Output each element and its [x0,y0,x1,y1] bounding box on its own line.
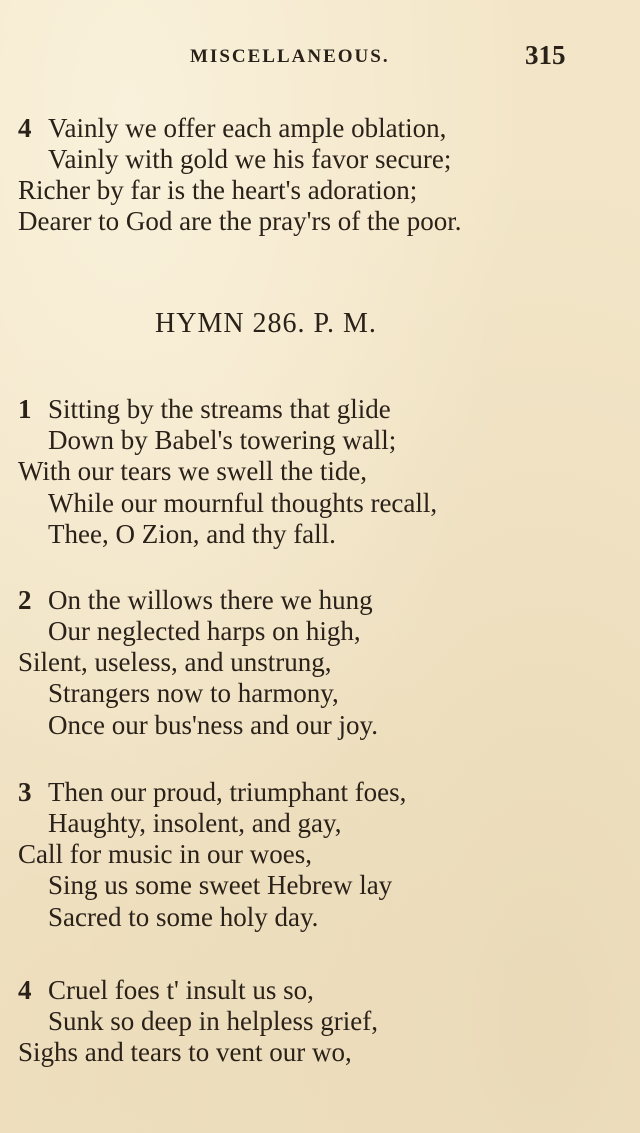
stanza-3-line-1: 3 Then our proud, triumphant foes, [18,777,407,807]
stanza-4-line-3: Sighs and tears to vent our wo, [18,1037,352,1067]
stanza-1-line-1: 1 Sitting by the streams that glide [18,394,391,424]
hymn-title: HYMN 286. P. M. [155,308,377,339]
stanza-2-line-1: 2 On the willows there we hung [18,585,373,615]
stanza-number: 3 [18,777,32,807]
stanza-3-line-5: Sacred to some holy day. [48,902,319,932]
stanza-1-line-3: With our tears we swell the tide, [18,456,368,486]
stanza-number: 4 [18,975,32,1005]
stanza-4-line-1: 4 Cruel foes t' insult us so, [18,975,314,1005]
stanza-3-line-2: Haughty, insolent, and gay, [48,808,342,838]
stanza-1-line-2: Down by Babel's towering wall; [48,425,397,455]
prev-stanza-line-1: 4 Vainly we offer each ample oblation, [18,113,447,143]
prev-stanza-line-2: Vainly with gold we his favor secure; [48,144,452,174]
stanza-3-line-3: Call for music in our woes, [18,839,312,869]
stanza-number: 2 [18,585,32,615]
prev-stanza-line-4: Dearer to God are the pray'rs of the poor. [18,206,462,236]
stanza-1-line-4: While our mournful thoughts recall, [48,488,438,518]
stanza-3-line-4: Sing us some sweet Hebrew lay [48,870,393,900]
stanza-2-line-4: Strangers now to harmony, [48,678,339,708]
running-head: MISCELLANEOUS. [190,46,390,67]
stanza-2-line-3: Silent, useless, and unstrung, [18,647,332,677]
prev-stanza-line-3: Richer by far is the heart's adoration; [18,175,418,205]
stanza-2-line-5: Once our bus'ness and our joy. [48,710,379,740]
stanza-2-line-2: Our neglected harps on high, [48,616,361,646]
stanza-number: 1 [18,394,32,424]
stanza-1-line-5: Thee, O Zion, and thy fall. [48,519,336,549]
page-number: 315 [525,40,566,70]
stanza-4-line-2: Sunk so deep in helpless grief, [48,1006,378,1036]
stanza-number: 4 [18,113,32,143]
